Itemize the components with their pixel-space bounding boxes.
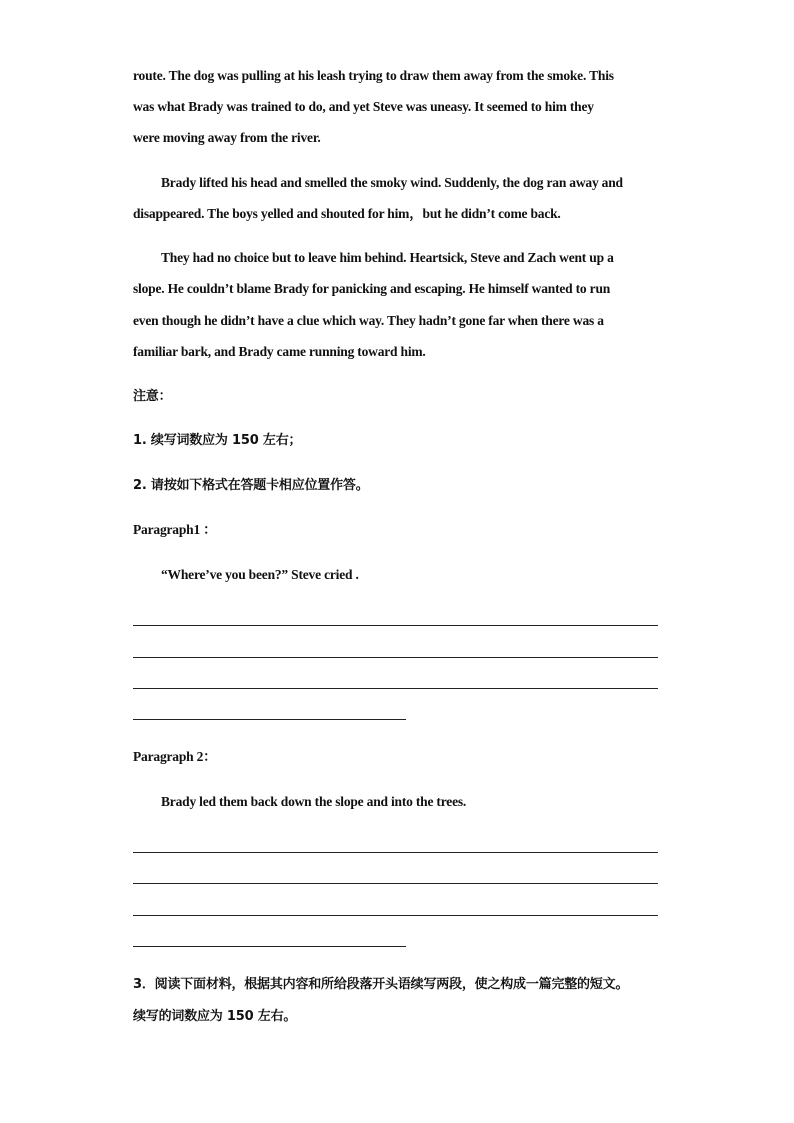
passage-line-7: slope. He couldn’t blame Brady for panicking and escaping. He himself wanted to run [133,281,611,296]
passage-line-5: disappeared. The boys yelled and shouted for him，but he didn’t come back. [133,206,561,221]
answer-line [133,852,658,853]
question3-line-1: 3．阅读下面材料，根据其内容和所给段落开头语续写两段，使之构成一篇完整的短文。 [133,977,629,992]
answer-line [133,946,406,947]
passage-line-9: familiar bark, and Brady came running toward him. [133,344,426,359]
answer-line [133,625,658,626]
passage-line-1: route. The dog was pulling at his leash trying to draw them away from the smoke. This [133,68,614,83]
answer-line [133,915,658,916]
passage-line-4: Brady lifted his head and smelled the smoky wind. Suddenly, the dog ran away and [161,175,623,190]
passage-line-2: was what Brady was trained to do, and yet Steve was uneasy. It seemed to him they [133,99,594,114]
answer-line [133,688,658,689]
answer-line [133,883,658,884]
answer-line [133,719,406,720]
passage-line-3: were moving away from the river. [133,130,321,145]
paragraph2-label: Paragraph 2： [133,749,217,764]
passage-line-6: They had no choice but to leave him behind. Heartsick, Steve and Zach went up a [161,250,614,265]
paragraph1-label: Paragraph1 ： [133,522,217,537]
paragraph2-opening: Brady led them back down the slope and into the trees. [161,794,467,809]
answer-line [133,657,658,658]
notes-item-1: 1. 续写词数应为 150 左右； [133,433,302,448]
notes-item-2: 2. 请按如下格式在答题卡相应位置作答。 [133,478,369,493]
notes-heading: 注意： [133,389,172,404]
paragraph1-opening: “Where’ve you been?” Steve cried . [161,567,359,582]
question3-line-2: 续写的词数应为 150 左右。 [133,1009,297,1024]
passage-line-8: even though he didn’t have a clue which way. They hadn’t gone far when there was a [133,313,604,328]
